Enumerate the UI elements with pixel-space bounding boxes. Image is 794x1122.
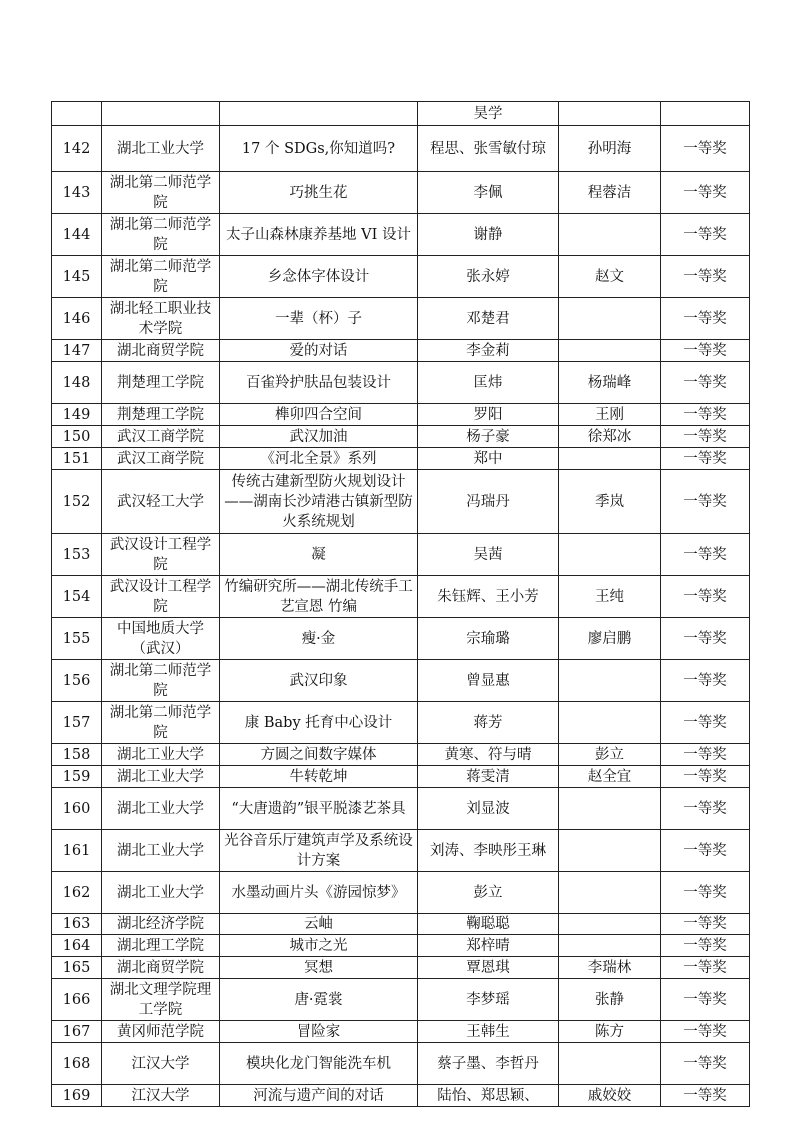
table-row — [52, 979, 750, 1021]
school-cell: 湖北经济学院 — [102, 914, 220, 935]
row-number: 163 — [52, 914, 102, 935]
advisor-cell — [559, 448, 661, 470]
school-cell: 湖北工业大学 — [102, 126, 220, 172]
row-number: 169 — [52, 1085, 102, 1107]
advisor-cell — [559, 788, 661, 830]
table-row — [52, 470, 750, 534]
row-number: 159 — [52, 766, 102, 788]
school-cell: 湖北文理学院理工学院 — [102, 979, 220, 1021]
award-results-table — [51, 101, 750, 1107]
school-cell: 黄冈师范学院 — [102, 1021, 220, 1043]
table-row — [52, 340, 750, 362]
advisor-cell — [559, 298, 661, 340]
school-cell: 湖北轻工职业技术学院 — [102, 298, 220, 340]
authors-cell: 罗阳 — [418, 404, 559, 426]
award-cell: 一等奖 — [661, 126, 750, 172]
school-cell: 湖北工业大学 — [102, 872, 220, 914]
school-cell: 湖北工业大学 — [102, 744, 220, 766]
row-number: 165 — [52, 957, 102, 979]
school-cell: 湖北第二师范学院 — [102, 702, 220, 744]
advisor-cell — [559, 914, 661, 935]
work-title-cell: 河流与遗产间的对话 — [220, 1085, 418, 1107]
authors-cell: 程思、张雪敏付琼 — [418, 126, 559, 172]
table-row — [52, 830, 750, 872]
advisor-cell: 孙明海 — [559, 126, 661, 172]
work-title-cell: 巧挑生花 — [220, 172, 418, 214]
table-row — [52, 126, 750, 172]
authors-cell: 昊学 — [418, 102, 559, 126]
school-cell: 湖北第二师范学院 — [102, 214, 220, 256]
award-cell: 一等奖 — [661, 660, 750, 702]
work-title-cell: 凝 — [220, 534, 418, 576]
table-row — [52, 172, 750, 214]
school-cell: 湖北工业大学 — [102, 788, 220, 830]
award-cell: 一等奖 — [661, 298, 750, 340]
award-cell: 一等奖 — [661, 788, 750, 830]
table-row — [52, 256, 750, 298]
award-cell: 一等奖 — [661, 256, 750, 298]
school-cell: 湖北理工学院 — [102, 935, 220, 957]
authors-cell: 匡炜 — [418, 362, 559, 404]
advisor-cell: 王纯 — [559, 576, 661, 618]
advisor-cell — [559, 1043, 661, 1085]
row-number: 157 — [52, 702, 102, 744]
advisor-cell: 程蓉洁 — [559, 172, 661, 214]
row-number: 150 — [52, 426, 102, 448]
work-title-cell: 方圆之间数字媒体 — [220, 744, 418, 766]
row-number: 168 — [52, 1043, 102, 1085]
award-cell: 一等奖 — [661, 935, 750, 957]
work-title-cell: 乡念体字体设计 — [220, 256, 418, 298]
row-number: 156 — [52, 660, 102, 702]
advisor-cell — [559, 935, 661, 957]
table-row — [52, 102, 750, 126]
table-row — [52, 404, 750, 426]
authors-cell: 蔡子墨、李哲丹 — [418, 1043, 559, 1085]
work-title-cell — [220, 102, 418, 126]
award-cell: 一等奖 — [661, 362, 750, 404]
advisor-cell: 张静 — [559, 979, 661, 1021]
authors-cell: 鞠聪聪 — [418, 914, 559, 935]
work-title-cell: 17 个 SDGs,你知道吗? — [220, 126, 418, 172]
work-title-cell: 武汉加油 — [220, 426, 418, 448]
school-cell: 湖北第二师范学院 — [102, 172, 220, 214]
award-cell: 一等奖 — [661, 766, 750, 788]
row-number: 144 — [52, 214, 102, 256]
advisor-cell — [559, 340, 661, 362]
work-title-cell: 榫卯四合空间 — [220, 404, 418, 426]
authors-cell: 刘显波 — [418, 788, 559, 830]
authors-cell: 覃恩琪 — [418, 957, 559, 979]
authors-cell: 谢静 — [418, 214, 559, 256]
award-cell: 一等奖 — [661, 470, 750, 534]
authors-cell: 吴茜 — [418, 534, 559, 576]
table-row — [52, 214, 750, 256]
school-cell: 荆楚理工学院 — [102, 404, 220, 426]
row-number: 161 — [52, 830, 102, 872]
award-cell: 一等奖 — [661, 979, 750, 1021]
row-number: 154 — [52, 576, 102, 618]
award-cell — [661, 102, 750, 126]
work-title-cell: 水墨动画片头《游园惊梦》 — [220, 872, 418, 914]
work-title-cell: 竹编研究所——湖北传统手工艺宣恩 竹编 — [220, 576, 418, 618]
work-title-cell: “大唐遗韵”银平脱漆艺茶具 — [220, 788, 418, 830]
award-cell: 一等奖 — [661, 576, 750, 618]
authors-cell: 彭立 — [418, 872, 559, 914]
row-number — [52, 102, 102, 126]
authors-cell: 王韩生 — [418, 1021, 559, 1043]
row-number: 162 — [52, 872, 102, 914]
advisor-cell — [559, 830, 661, 872]
award-cell: 一等奖 — [661, 1043, 750, 1085]
school-cell: 湖北工业大学 — [102, 766, 220, 788]
work-title-cell: 武汉印象 — [220, 660, 418, 702]
work-title-cell: 云岫 — [220, 914, 418, 935]
advisor-cell: 杨瑞峰 — [559, 362, 661, 404]
row-number: 145 — [52, 256, 102, 298]
advisor-cell: 赵全宜 — [559, 766, 661, 788]
school-cell: 武汉设计工程学院 — [102, 576, 220, 618]
table-row — [52, 957, 750, 979]
award-cell: 一等奖 — [661, 1021, 750, 1043]
table-row — [52, 935, 750, 957]
award-cell: 一等奖 — [661, 1085, 750, 1107]
award-cell: 一等奖 — [661, 172, 750, 214]
authors-cell: 蒋雯清 — [418, 766, 559, 788]
award-cell: 一等奖 — [661, 426, 750, 448]
work-title-cell: 传统古建新型防火规划设计——湖南长沙靖港古镇新型防火系统规划 — [220, 470, 418, 534]
advisor-cell: 彭立 — [559, 744, 661, 766]
award-cell: 一等奖 — [661, 448, 750, 470]
row-number: 158 — [52, 744, 102, 766]
advisor-cell — [559, 534, 661, 576]
school-cell: 荆楚理工学院 — [102, 362, 220, 404]
school-cell: 武汉工商学院 — [102, 426, 220, 448]
advisor-cell — [559, 214, 661, 256]
table-row — [52, 660, 750, 702]
authors-cell: 杨子豪 — [418, 426, 559, 448]
authors-cell: 曾显惠 — [418, 660, 559, 702]
advisor-cell: 赵文 — [559, 256, 661, 298]
advisor-cell: 廖启鹏 — [559, 618, 661, 660]
advisor-cell: 徐郑冰 — [559, 426, 661, 448]
work-title-cell: 一辈（杯）子 — [220, 298, 418, 340]
advisor-cell: 王刚 — [559, 404, 661, 426]
school-cell — [102, 102, 220, 126]
award-cell: 一等奖 — [661, 830, 750, 872]
authors-cell: 郑梓晴 — [418, 935, 559, 957]
table-row — [52, 1085, 750, 1107]
table-body — [52, 102, 750, 1107]
row-number: 148 — [52, 362, 102, 404]
row-number: 149 — [52, 404, 102, 426]
award-cell: 一等奖 — [661, 872, 750, 914]
advisor-cell — [559, 702, 661, 744]
school-cell: 中国地质大学（武汉） — [102, 618, 220, 660]
work-title-cell: 牛转乾坤 — [220, 766, 418, 788]
work-title-cell: 冒险家 — [220, 1021, 418, 1043]
table-row — [52, 872, 750, 914]
table-row — [52, 702, 750, 744]
authors-cell: 李梦瑶 — [418, 979, 559, 1021]
table-row — [52, 448, 750, 470]
work-title-cell: 康 Baby 托育中心设计 — [220, 702, 418, 744]
authors-cell: 张永婷 — [418, 256, 559, 298]
award-cell: 一等奖 — [661, 957, 750, 979]
school-cell: 湖北商贸学院 — [102, 957, 220, 979]
table-row — [52, 534, 750, 576]
row-number: 146 — [52, 298, 102, 340]
table-row — [52, 298, 750, 340]
award-cell: 一等奖 — [661, 618, 750, 660]
work-title-cell: 瘦·金 — [220, 618, 418, 660]
authors-cell: 刘涛、李映彤王琳 — [418, 830, 559, 872]
school-cell: 湖北工业大学 — [102, 830, 220, 872]
advisor-cell — [559, 872, 661, 914]
school-cell: 武汉设计工程学院 — [102, 534, 220, 576]
table-row — [52, 914, 750, 935]
table-row — [52, 1021, 750, 1043]
award-cell: 一等奖 — [661, 744, 750, 766]
award-cell: 一等奖 — [661, 702, 750, 744]
authors-cell: 陆怡、郑思颖、 — [418, 1085, 559, 1107]
work-title-cell: 冥想 — [220, 957, 418, 979]
advisor-cell: 戚姣姣 — [559, 1085, 661, 1107]
award-cell: 一等奖 — [661, 340, 750, 362]
table-row — [52, 744, 750, 766]
work-title-cell: 太子山森林康养基地 VI 设计 — [220, 214, 418, 256]
school-cell: 湖北第二师范学院 — [102, 660, 220, 702]
work-title-cell: 爱的对话 — [220, 340, 418, 362]
row-number: 153 — [52, 534, 102, 576]
school-cell: 武汉轻工大学 — [102, 470, 220, 534]
row-number: 147 — [52, 340, 102, 362]
award-cell: 一等奖 — [661, 534, 750, 576]
authors-cell: 朱钰辉、王小芳 — [418, 576, 559, 618]
award-cell: 一等奖 — [661, 214, 750, 256]
row-number: 160 — [52, 788, 102, 830]
authors-cell: 蒋芳 — [418, 702, 559, 744]
advisor-cell: 陈方 — [559, 1021, 661, 1043]
authors-cell: 邓楚君 — [418, 298, 559, 340]
authors-cell: 郑中 — [418, 448, 559, 470]
work-title-cell: 《河北全景》系列 — [220, 448, 418, 470]
school-cell: 江汉大学 — [102, 1043, 220, 1085]
authors-cell: 黄寒、符与晴 — [418, 744, 559, 766]
advisor-cell: 季岚 — [559, 470, 661, 534]
authors-cell: 宗瑜璐 — [418, 618, 559, 660]
work-title-cell: 唐·霓裳 — [220, 979, 418, 1021]
row-number: 166 — [52, 979, 102, 1021]
table-row — [52, 576, 750, 618]
row-number: 152 — [52, 470, 102, 534]
advisor-cell: 李瑞林 — [559, 957, 661, 979]
school-cell: 湖北商贸学院 — [102, 340, 220, 362]
work-title-cell: 光谷音乐厅建筑声学及系统设计方案 — [220, 830, 418, 872]
award-cell: 一等奖 — [661, 404, 750, 426]
award-cell: 一等奖 — [661, 914, 750, 935]
row-number: 143 — [52, 172, 102, 214]
advisor-cell — [559, 660, 661, 702]
table-row — [52, 1043, 750, 1085]
table-row — [52, 618, 750, 660]
authors-cell: 李金莉 — [418, 340, 559, 362]
school-cell: 湖北第二师范学院 — [102, 256, 220, 298]
row-number: 142 — [52, 126, 102, 172]
work-title-cell: 城市之光 — [220, 935, 418, 957]
row-number: 155 — [52, 618, 102, 660]
school-cell: 江汉大学 — [102, 1085, 220, 1107]
table-row — [52, 362, 750, 404]
table-row — [52, 788, 750, 830]
authors-cell: 李佩 — [418, 172, 559, 214]
row-number: 164 — [52, 935, 102, 957]
work-title-cell: 模块化龙门智能洗车机 — [220, 1043, 418, 1085]
school-cell: 武汉工商学院 — [102, 448, 220, 470]
row-number: 151 — [52, 448, 102, 470]
authors-cell: 冯瑞丹 — [418, 470, 559, 534]
row-number: 167 — [52, 1021, 102, 1043]
table-row — [52, 426, 750, 448]
work-title-cell: 百雀羚护肤品包装设计 — [220, 362, 418, 404]
table-row — [52, 766, 750, 788]
advisor-cell — [559, 102, 661, 126]
